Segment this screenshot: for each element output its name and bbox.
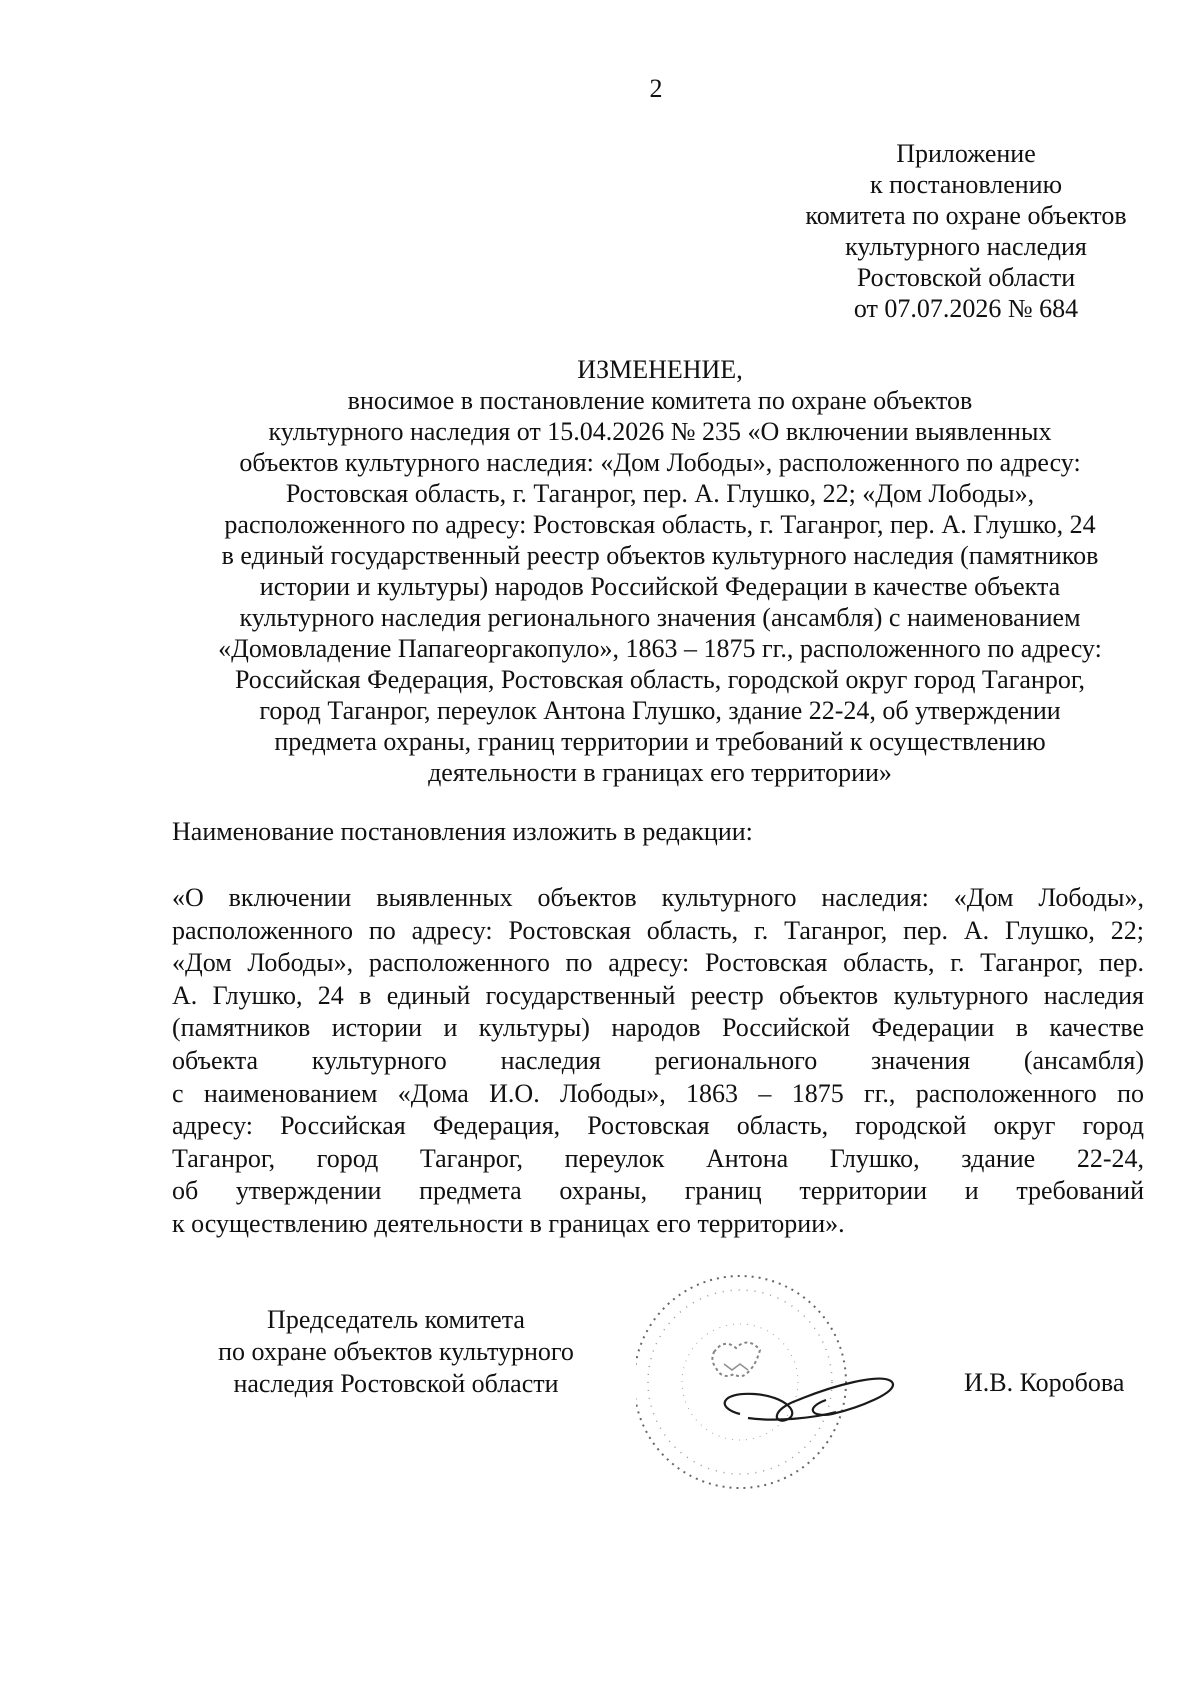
signatory-position bbox=[196, 1304, 596, 1400]
paragraph-line: расположенного по адресу: Ростовская область, г. Таганрог, пер. А. Глушко, 22; bbox=[172, 915, 1144, 945]
paragraph-line: Таганрог, город Таганрог, переулок Антона Глушко, здание 22-24, bbox=[172, 1143, 1144, 1173]
heading-line: в единый государственный реестр объектов культурного наследия (памятников bbox=[221, 541, 1099, 570]
appendix-line: от 07.07.2026 № 684 bbox=[853, 294, 1079, 323]
paragraph-line: объекта культурного наследия регионального значения (ансамбля) bbox=[172, 1045, 1144, 1075]
official-seal-with-signature bbox=[636, 1268, 900, 1508]
handwritten-signature bbox=[725, 1379, 893, 1421]
heading-line: Российская Федерация, Ростовская область, городской округ город Таганрог, bbox=[234, 665, 1086, 694]
new-title-paragraph bbox=[172, 882, 1144, 1241]
paragraph-line: адресу: Российская Федерация, Ростовская область, городской округ город bbox=[172, 1111, 1144, 1141]
paragraph-line: «Дом Лободы», расположенного по адресу: Ростовская область, г. Таганрог, пер. bbox=[172, 948, 1144, 978]
position-line: Председатель комитета bbox=[267, 1305, 525, 1334]
paragraph-line: к осуществлению деятельности в границах его территории». bbox=[172, 1208, 845, 1238]
heading-line: вносимое в постановление комитета по охране объектов bbox=[347, 386, 973, 415]
heading-line: культурного наследия от 15.04.2026 № 235 «О включении выявленных bbox=[268, 417, 1052, 446]
position-line: по охране объектов культурного bbox=[218, 1337, 574, 1366]
signatory-name: И.В. Коробова bbox=[964, 1368, 1125, 1397]
paragraph-line: А. Глушко, 24 в единый государственный реестр объектов культурного наследия bbox=[172, 980, 1144, 1010]
appendix-line: комитета по охране объектов bbox=[805, 201, 1127, 230]
heading-line: расположенного по адресу: Ростовская область, г. Таганрог, пер. А. Глушко, 24 bbox=[224, 510, 1096, 539]
appendix-line: культурного наследия bbox=[845, 232, 1087, 261]
heading-line: «Домовладение Папагеоргакопуло», 1863 – 1875 гг., расположенного по адресу: bbox=[218, 634, 1102, 663]
seal-stamp bbox=[636, 1276, 846, 1488]
heading-line: деятельности в границах его территории» bbox=[428, 758, 892, 787]
paragraph-line: об утверждении предмета охраны, границ территории и требований bbox=[172, 1176, 1144, 1206]
appendix-line: к постановлению bbox=[869, 170, 1063, 199]
heading-line: истории и культуры) народов Российской Федерации в качестве объекта bbox=[259, 572, 1061, 601]
appendix-line: Приложение bbox=[896, 139, 1036, 168]
paragraph-line: с наименованием «Дома И.О. Лободы», 1863 – 1875 гг., расположенного по bbox=[172, 1078, 1144, 1108]
paragraph-line: «О включении выявленных объектов культурного наследия: «Дом Лободы», bbox=[172, 883, 1144, 912]
heading-line: культурного наследия регионального значения (ансамбля) с наименованием bbox=[239, 603, 1081, 632]
heading-line: объектов культурного наследия: «Дом Лободы», расположенного по адресу: bbox=[239, 448, 1081, 477]
appendix-header bbox=[716, 138, 1200, 324]
instruction-text: Наименование постановления изложить в редакции: bbox=[172, 817, 753, 846]
heading-line: Ростовская область, г. Таганрог, пер. А. Глушко, 22; «Дом Лободы», bbox=[285, 479, 1035, 508]
heading-line: город Таганрог, переулок Антона Глушко, здание 22-24, об утверждении bbox=[259, 696, 1061, 725]
paragraph-line: (памятников истории и культуры) народов Российской Федерации в качестве bbox=[172, 1013, 1144, 1043]
document-heading bbox=[0, 354, 1200, 788]
position-line: наследия Ростовской области bbox=[233, 1369, 559, 1398]
page-number: 2 bbox=[649, 74, 663, 103]
heading-line: предмета охраны, границ территории и требований к осуществлению bbox=[274, 727, 1046, 756]
appendix-line: Ростовской области bbox=[856, 263, 1076, 292]
heading-title: ИЗМЕНЕНИЕ, bbox=[577, 355, 743, 384]
